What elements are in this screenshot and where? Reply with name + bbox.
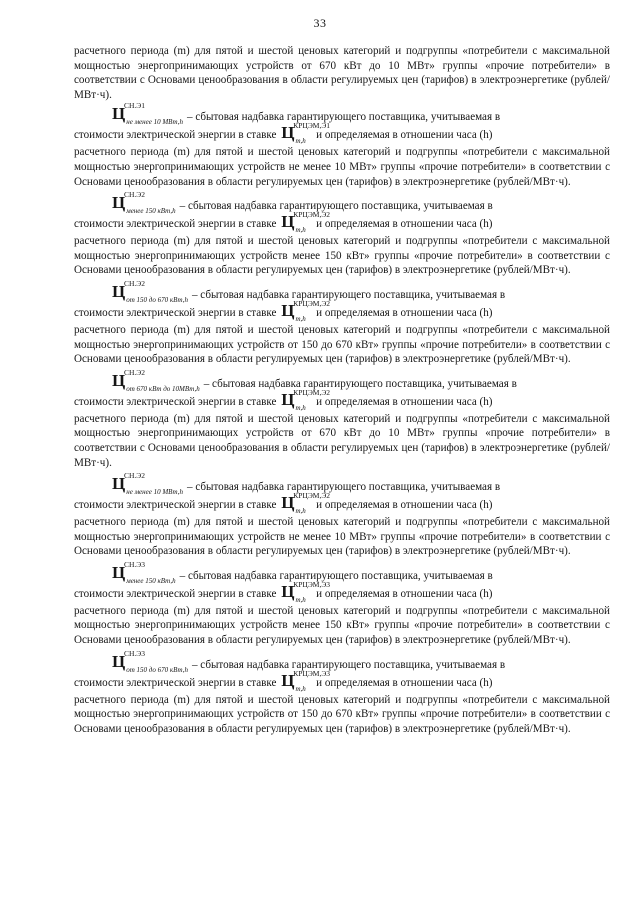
definition-block [74,471,610,559]
rate-symbol [281,668,331,693]
definition-lead-line [74,648,610,674]
rate-sub: m,h [295,507,306,516]
definition-block [74,559,610,648]
rate-sub: m,h [295,137,306,146]
definition-body-text: расчетного периода (m) для пятой и шестой ценовых категорий и подгруппы «потребители с максимальной мощностью энергопринимающих устройств не менее 10 МВт» группы «прочие потребители» в соответствии с Основами ценообразования в области регулируемых цен (тарифов) в электроэнергетике (рублей/МВт·ч). [74,516,610,558]
definition-lead-text: – сбытовая надбавка гарантирующего поставщика, учитываемая в [179,200,493,213]
sym-base: Ц [112,193,126,213]
definition-body-text: расчетного периода (m) для пятой и шестой ценовых категорий и подгруппы «потребители с максимальной мощностью энергопринимающих устройств менее 150 кВт» группы «прочие потребители» в соответствии с Основами ценообразования в области регулируемых цен (тарифов) в электроэнергетике (рублей/МВт·ч). [74,235,610,277]
definition-block [74,278,610,367]
sym-base: Ц [112,651,126,671]
tariff-symbol [112,278,188,304]
sym-base: Ц [112,281,126,301]
sym-sub: от 150 до 670 кВт,h [126,665,188,674]
definition-block [74,190,610,278]
rate-post-text: и определяемая в отношении часа (h) [316,129,493,142]
rate-post-text: и определяемая в отношении часа (h) [316,306,493,319]
sym-sup: СН.Э2 [124,278,145,288]
rate-pre-text: стоимости электрической энергии в ставке [74,306,277,319]
rate-post-text: и определяемая в отношении часа (h) [316,676,493,689]
sym-sup: СН.Э3 [124,648,145,658]
definition-body-text: расчетного периода (m) для пятой и шестой ценовых категорий и подгруппы «потребители с максимальной мощностью энергопринимающих устройств от 670 кВт до 10 МВт» группы «прочие потребители» в соответствии с Основами ценообразования в области регулируемых цен (тарифов) в электроэнергетике (рублей/МВт·ч). [74,412,610,469]
document-body [74,44,610,742]
sym-base: Ц [112,474,126,494]
rate-sup: КРЦЭМ,Э2 [293,298,331,308]
sym-sub: не менее 10 МВт,h [126,118,183,127]
tariff-symbol [112,471,183,497]
tariff-symbol [112,559,176,585]
definition-lead-text: – сбытовая надбавка гарантирующего поставщика, учитываемая в [187,111,501,124]
definition-body-text: расчетного периода (m) для пятой и шестой ценовых категорий и подгруппы «потребители с максимальной мощностью энергопринимающих устройств от 150 до 670 кВт» группы «прочие потребители» в соответствии с Основами ценообразования в области регулируемых цен (тарифов) в электроэнергетике (рублей/МВт·ч). [74,323,610,366]
intro-paragraph: расчетного периода (m) для пятой и шестой ценовых категорий и подгруппы «потребители с максимальной мощностью энергопринимающих устройств от 670 кВт до 10 МВт» группы «прочие потребители» в соответствии с Основами ценообразования в области регулируемых цен (тарифов) в электроэнергетике (рублей/МВт·ч). [74,45,610,101]
sym-base: Ц [112,562,126,582]
rate-post-text: и определяемая в отношении часа (h) [316,587,493,600]
rate-post-text: и определяемая в отношении часа (h) [316,395,493,408]
rate-sub: m,h [295,314,306,323]
definition-lead-text: – сбытовая надбавка гарантирующего поставщика, учитываемая в [187,481,501,494]
sym-sup: СН.Э2 [124,190,145,200]
rate-symbol [281,579,331,604]
sym-sub: от 670 кВт до 10МВт,h [126,384,200,393]
rate-post-text: и определяемая в отношении часа (h) [316,499,493,512]
definition-block [74,101,610,189]
tariff-symbol [112,367,200,393]
rate-symbol [281,387,331,412]
definition-lead-text: – сбытовая надбавка гарантирующего поставщика, учитываемая в [191,658,506,671]
rate-sup: КРЦЭМ,Э1 [293,121,331,131]
rate-pre-text: стоимости электрической энергии в ставке [74,499,277,512]
rate-base: Ц [281,389,295,409]
definition-body-text: расчетного периода (m) для пятой и шестой ценовых категорий и подгруппы «потребители с максимальной мощностью энергопринимающих устройств менее 150 кВт» группы «прочие потребители» в соответствии с Основами ценообразования в области регулируемых цен (тарифов) в электроэнергетике (рублей/МВт·ч). [74,604,610,647]
rate-symbol [281,210,331,235]
definition-lead-line [74,471,610,497]
definition-lead-line [74,559,610,585]
rate-sup: КРЦЭМ,Э2 [293,210,331,220]
rate-pre-text: стоимости электрической энергии в ставке [74,395,277,408]
tariff-symbol [112,648,188,674]
sym-sub: менее 150 кВт,h [126,207,176,216]
definition-lead-text: – сбытовая надбавка гарантирующего поставщика, учитываемая в [191,288,506,301]
rate-sub: m,h [295,684,306,693]
rate-pre-text: стоимости электрической энергии в ставке [74,587,277,600]
rate-base: Ц [281,300,295,320]
rate-base: Ц [281,670,295,690]
rate-base: Ц [281,581,295,601]
definition-block [74,648,610,737]
sym-sup: СН.Э3 [124,559,145,569]
definition-lead-line [74,278,610,304]
sym-sub: от 150 до 670 кВт,h [126,295,188,304]
tariff-symbol [112,101,183,127]
definition-lead-line [74,101,610,127]
definition-body-text: расчетного периода (m) для пятой и шестой ценовых категорий и подгруппы «потребители с максимальной мощностью энергопринимающих устройств не менее 10 МВт» группы «прочие потребители» в соответствии с Основами ценообразования в области регулируемых цен (тарифов) в электроэнергетике (рублей/МВт·ч). [74,146,610,188]
tariff-symbol [112,190,176,216]
sym-sub: не менее 10 МВт,h [126,488,183,497]
definition-lead-line [74,367,610,393]
rate-sup: КРЦЭМ,Э3 [293,579,331,589]
definition-block [74,367,610,470]
sym-sup: СН.Э1 [124,101,145,111]
sym-sup: СН.Э2 [124,367,145,377]
rate-symbol [281,491,331,516]
definition-body-text: расчетного периода (m) для пятой и шестой ценовых категорий и подгруппы «потребители с максимальной мощностью энергопринимающих устройств от 150 до 670 кВт» группы «прочие потребители» в соответствии с Основами ценообразования в области регулируемых цен (тарифов) в электроэнергетике (рублей/МВт·ч). [74,693,610,735]
rate-pre-text: стоимости электрической энергии в ставке [74,129,277,142]
rate-sub: m,h [295,226,306,235]
definition-lead-text: – сбытовая надбавка гарантирующего поставщика, учитываемая в [179,569,493,582]
definitions-list [74,101,610,736]
sym-sub: менее 150 кВт,h [126,576,176,585]
rate-base: Ц [281,212,295,232]
rate-symbol [281,298,331,323]
sym-sup: СН.Э2 [124,471,145,481]
rate-base: Ц [281,493,295,513]
rate-symbol [281,121,331,146]
rate-pre-text: стоимости электрической энергии в ставке [74,218,277,231]
definition-lead-text: – сбытовая надбавка гарантирующего поставщика, учитываемая в [203,377,517,390]
page-number: 33 [313,16,327,30]
rate-sub: m,h [295,595,306,604]
definition-lead-line [74,190,610,216]
sym-base: Ц [112,104,126,124]
sym-base: Ц [112,370,126,390]
rate-sup: КРЦЭМ,Э3 [293,668,331,678]
rate-base: Ц [281,123,295,143]
rate-sup: КРЦЭМ,Э2 [293,491,331,501]
rate-sub: m,h [295,403,306,412]
rate-sup: КРЦЭМ,Э2 [293,387,331,397]
rate-pre-text: стоимости электрической энергии в ставке [74,676,277,689]
rate-post-text: и определяемая в отношении часа (h) [316,218,493,231]
